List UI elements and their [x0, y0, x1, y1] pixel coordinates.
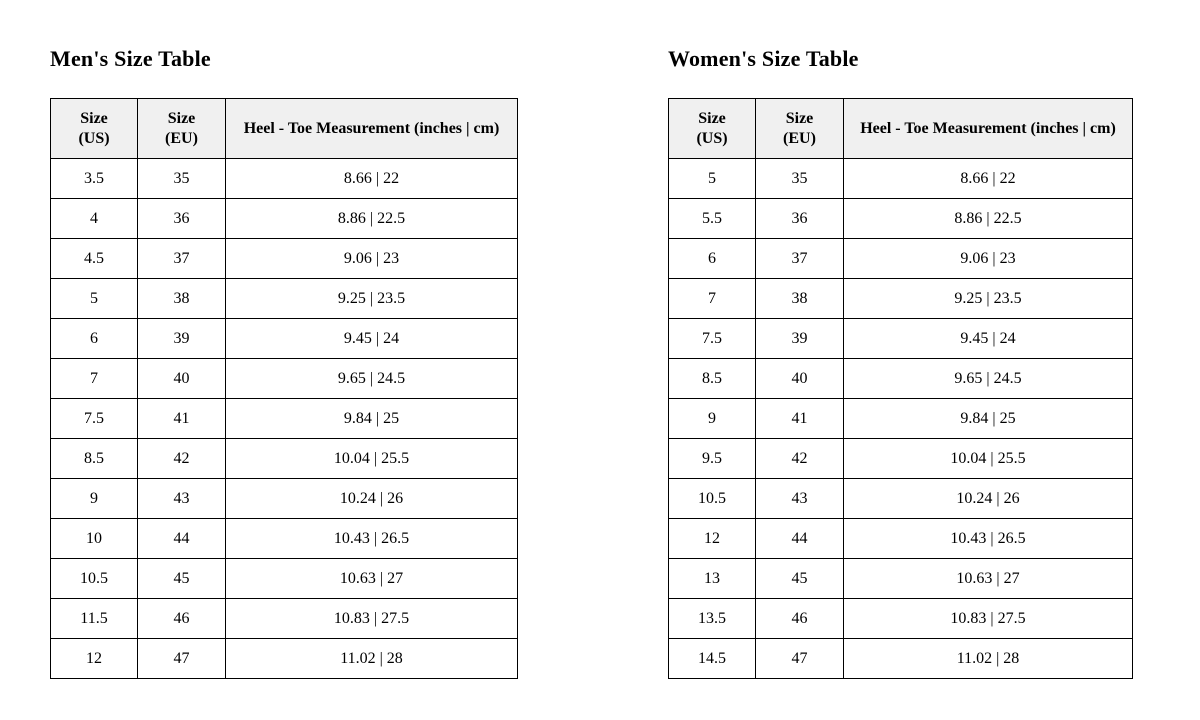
table-row	[51, 439, 518, 479]
table-row	[51, 399, 518, 439]
mens-table-header	[51, 99, 518, 159]
table-cell: 40	[756, 359, 844, 399]
womens-table-header	[669, 99, 1133, 159]
table-row	[669, 519, 1133, 559]
table-cell: 42	[756, 439, 844, 479]
table-cell: 13	[669, 559, 756, 599]
table-row	[669, 639, 1133, 679]
table-cell: 14.5	[669, 639, 756, 679]
table-cell: 9.45 | 24	[226, 319, 518, 359]
table-cell: 6	[669, 239, 756, 279]
table-header-row	[51, 99, 518, 159]
table-cell: 9.25 | 23.5	[844, 279, 1133, 319]
table-cell: 10.43 | 26.5	[844, 519, 1133, 559]
table-row	[669, 279, 1133, 319]
womens-table-title: Women's Size Table	[668, 46, 859, 71]
table-cell: 9.84 | 25	[844, 399, 1133, 439]
table-cell: 45	[756, 559, 844, 599]
table-row	[669, 559, 1133, 599]
table-cell: 10.5	[669, 479, 756, 519]
table-cell: 8.86 | 22.5	[226, 199, 518, 239]
table-row	[51, 519, 518, 559]
table-cell: 9.5	[669, 439, 756, 479]
column-header: Size (US)	[51, 99, 138, 159]
table-cell: 12	[51, 639, 138, 679]
table-cell: 9.25 | 23.5	[226, 279, 518, 319]
table-cell: 10.83 | 27.5	[844, 599, 1133, 639]
table-cell: 38	[756, 279, 844, 319]
table-cell: 9.06 | 23	[226, 239, 518, 279]
table-row	[669, 159, 1133, 199]
table-cell: 36	[756, 199, 844, 239]
table-cell: 45	[138, 559, 226, 599]
table-row	[51, 359, 518, 399]
table-cell: 37	[138, 239, 226, 279]
table-row	[669, 439, 1133, 479]
table-cell: 10.83 | 27.5	[226, 599, 518, 639]
table-cell: 9	[669, 399, 756, 439]
table-row	[669, 239, 1133, 279]
table-row	[51, 479, 518, 519]
table-cell: 44	[756, 519, 844, 559]
table-cell: 5.5	[669, 199, 756, 239]
table-cell: 38	[138, 279, 226, 319]
table-row	[669, 319, 1133, 359]
table-cell: 7	[669, 279, 756, 319]
table-cell: 3.5	[51, 159, 138, 199]
womens-size-table	[668, 98, 1133, 679]
table-cell: 47	[756, 639, 844, 679]
table-cell: 5	[669, 159, 756, 199]
table-header-row	[669, 99, 1133, 159]
womens-table-body	[669, 159, 1133, 679]
table-cell: 7.5	[669, 319, 756, 359]
womens-size-section	[668, 46, 1133, 679]
column-header: Size (US)	[669, 99, 756, 159]
column-header: Heel - Toe Measurement (inches | cm)	[226, 99, 518, 159]
table-row	[51, 159, 518, 199]
table-row	[669, 199, 1133, 239]
table-row	[51, 239, 518, 279]
table-cell: 10.63 | 27	[844, 559, 1133, 599]
table-cell: 10.63 | 27	[226, 559, 518, 599]
table-cell: 41	[756, 399, 844, 439]
mens-size-table	[50, 98, 518, 679]
table-cell: 47	[138, 639, 226, 679]
table-cell: 13.5	[669, 599, 756, 639]
table-cell: 10.43 | 26.5	[226, 519, 518, 559]
table-cell: 10.04 | 25.5	[844, 439, 1133, 479]
mens-table-title: Men's Size Table	[50, 46, 211, 71]
table-cell: 35	[138, 159, 226, 199]
table-cell: 43	[756, 479, 844, 519]
table-cell: 37	[756, 239, 844, 279]
table-cell: 8.66 | 22	[844, 159, 1133, 199]
table-cell: 11.02 | 28	[844, 639, 1133, 679]
table-cell: 10.5	[51, 559, 138, 599]
table-row	[669, 359, 1133, 399]
table-cell: 36	[138, 199, 226, 239]
table-cell: 6	[51, 319, 138, 359]
table-row	[669, 399, 1133, 439]
table-cell: 10	[51, 519, 138, 559]
table-cell: 9.45 | 24	[844, 319, 1133, 359]
table-cell: 35	[756, 159, 844, 199]
table-row	[51, 279, 518, 319]
table-cell: 11.5	[51, 599, 138, 639]
table-cell: 9.06 | 23	[844, 239, 1133, 279]
table-cell: 44	[138, 519, 226, 559]
table-row	[669, 479, 1133, 519]
table-cell: 39	[756, 319, 844, 359]
table-cell: 39	[138, 319, 226, 359]
table-cell: 42	[138, 439, 226, 479]
table-row	[51, 319, 518, 359]
table-row	[51, 639, 518, 679]
table-cell: 7.5	[51, 399, 138, 439]
table-row	[51, 559, 518, 599]
table-cell: 5	[51, 279, 138, 319]
table-cell: 7	[51, 359, 138, 399]
table-cell: 9	[51, 479, 138, 519]
table-cell: 10.24 | 26	[844, 479, 1133, 519]
table-cell: 8.5	[51, 439, 138, 479]
table-cell: 40	[138, 359, 226, 399]
table-cell: 11.02 | 28	[226, 639, 518, 679]
table-cell: 10.04 | 25.5	[226, 439, 518, 479]
mens-table-body	[51, 159, 518, 679]
mens-size-section	[50, 46, 518, 679]
table-cell: 4	[51, 199, 138, 239]
table-row	[51, 199, 518, 239]
column-header: Size (EU)	[756, 99, 844, 159]
table-row	[51, 599, 518, 639]
table-cell: 12	[669, 519, 756, 559]
column-header: Heel - Toe Measurement (inches | cm)	[844, 99, 1133, 159]
table-cell: 46	[138, 599, 226, 639]
table-cell: 8.5	[669, 359, 756, 399]
table-cell: 8.66 | 22	[226, 159, 518, 199]
table-cell: 10.24 | 26	[226, 479, 518, 519]
table-cell: 8.86 | 22.5	[844, 199, 1133, 239]
column-header: Size (EU)	[138, 99, 226, 159]
table-cell: 46	[756, 599, 844, 639]
table-cell: 41	[138, 399, 226, 439]
table-cell: 43	[138, 479, 226, 519]
table-row	[669, 599, 1133, 639]
table-cell: 4.5	[51, 239, 138, 279]
table-cell: 9.65 | 24.5	[844, 359, 1133, 399]
table-cell: 9.65 | 24.5	[226, 359, 518, 399]
table-cell: 9.84 | 25	[226, 399, 518, 439]
